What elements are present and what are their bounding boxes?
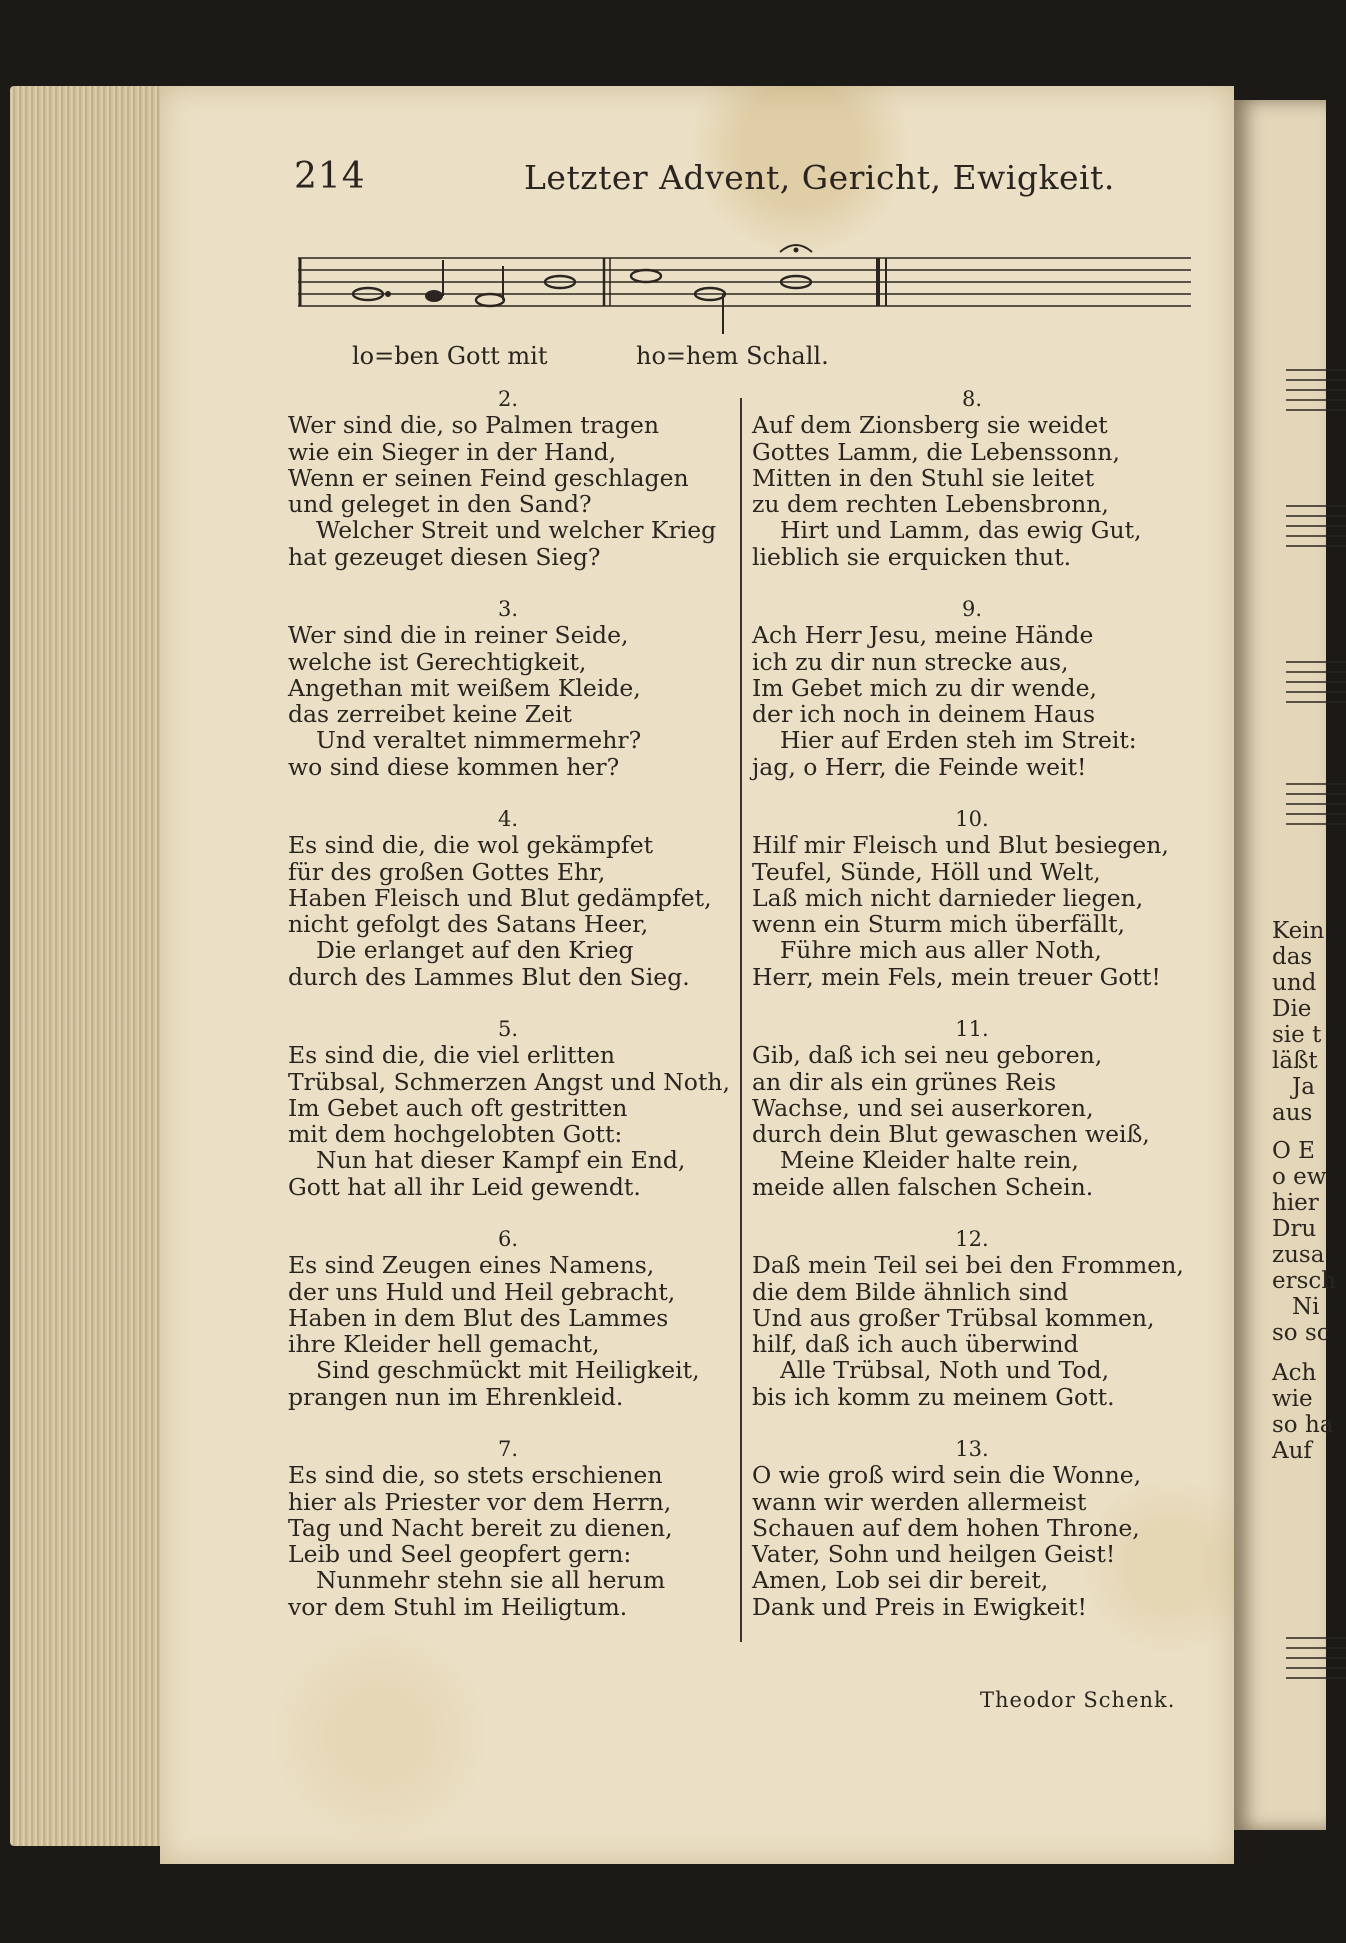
- verse-line: wenn ein Sturm mich überfällt,: [752, 910, 1125, 939]
- verse-line: der ich noch in deinem Haus: [752, 700, 1096, 729]
- verse-line: wann wir werden allermeist: [752, 1487, 1087, 1516]
- verse-line: Wenn er seinen Feind geschlagen: [288, 463, 689, 492]
- stanza-number: 3.: [497, 597, 519, 621]
- verse-line: hier als Priester vor dem Herrn,: [288, 1487, 672, 1516]
- next-page-fragment: so ha: [1272, 1412, 1334, 1438]
- verse-line: Auf dem Zionsberg sie weidet: [752, 411, 1108, 440]
- next-page-fragment: das: [1272, 944, 1313, 970]
- stanza-number: 5.: [497, 1017, 519, 1041]
- music-lyric: lo=ben Gott mit: [352, 342, 548, 370]
- verse-line: Es sind die, die viel erlitten: [288, 1041, 616, 1070]
- next-page-fragment: hier: [1272, 1190, 1319, 1216]
- stanza-6: [288, 1226, 728, 1410]
- verse-line: bis ich komm zu meinem Gott.: [752, 1382, 1115, 1411]
- verse-line: Wer sind die in reiner Seide,: [288, 621, 629, 650]
- verse-line: Im Gebet mich zu dir wende,: [752, 673, 1097, 702]
- stanza-4: [288, 806, 728, 990]
- stanza-number: 11.: [955, 1017, 989, 1041]
- next-page-fragment: aus: [1272, 1100, 1313, 1126]
- next-page-fragment: Ja: [1292, 1074, 1315, 1100]
- verse-line: Führe mich aus aller Noth,: [780, 936, 1102, 965]
- music-lyric: ho=hem Schall.: [636, 342, 829, 370]
- staff-fragment: [1286, 362, 1346, 418]
- verse-line: die dem Bilde ähnlich sind: [752, 1277, 1069, 1306]
- next-page-fragment: o ew: [1272, 1164, 1327, 1190]
- next-page-fragment: Ni: [1292, 1294, 1320, 1320]
- stanza-number: 7.: [497, 1437, 519, 1461]
- page-title: Letzter Advent, Gericht, Ewigkeit.: [524, 158, 1115, 197]
- verse-line: Welcher Streit und welcher Krieg: [316, 516, 717, 545]
- verse-line: Und veraltet nimmermehr?: [316, 726, 642, 755]
- verse-line: durch des Lammes Blut den Sieg.: [288, 962, 690, 991]
- verse-line: Wachse, und sei auserkoren,: [752, 1093, 1094, 1122]
- staff-fragment: [1286, 1630, 1346, 1686]
- verse-line: für des großen Gottes Ehr,: [288, 857, 606, 886]
- verse-line: Wer sind die, so Palmen tragen: [288, 411, 660, 440]
- verse-line: Tag und Nacht bereit zu dienen,: [288, 1513, 673, 1542]
- music-staff: [298, 236, 1191, 346]
- stanza-12: [752, 1226, 1192, 1410]
- next-page-fragment: ersch: [1272, 1268, 1337, 1294]
- verse-line: Daß mein Teil sei bei den Frommen,: [752, 1251, 1184, 1280]
- stanza-9: [752, 596, 1192, 780]
- verse-line: Haben in dem Blut des Lammes: [288, 1303, 669, 1332]
- next-page-fragment: wie: [1272, 1386, 1313, 1412]
- verse-line: zu dem rechten Lebensbronn,: [752, 490, 1109, 519]
- stanza-number: 10.: [955, 807, 989, 831]
- verse-line: ich zu dir nun strecke aus,: [752, 647, 1069, 676]
- verse-line: wie ein Sieger in der Hand,: [288, 437, 617, 466]
- verse-line: Im Gebet auch oft gestritten: [288, 1093, 628, 1122]
- verse-line: Herr, mein Fels, mein treuer Gott!: [752, 962, 1161, 991]
- verse-line: Alle Trübsal, Noth und Tod,: [780, 1356, 1110, 1385]
- verse-line: Es sind die, die wol gekämpfet: [288, 831, 654, 860]
- verse-line: Es sind Zeugen eines Namens,: [288, 1251, 655, 1280]
- next-page-fragment: zusa: [1272, 1242, 1325, 1268]
- stanza-number: 6.: [497, 1227, 519, 1251]
- stanza-8: [752, 386, 1192, 570]
- verse-line: Laß mich nicht darnieder liegen,: [752, 883, 1144, 912]
- verse-line: jag, o Herr, die Feinde weit!: [752, 752, 1087, 781]
- verse-line: Angethan mit weißem Kleide,: [288, 673, 641, 702]
- verse-line: Gottes Lamm, die Lebenssonn,: [752, 437, 1120, 466]
- stanza-number: 12.: [955, 1227, 989, 1251]
- verse-line: Hilf mir Fleisch und Blut besiegen,: [752, 831, 1169, 860]
- stanza-10: [752, 806, 1192, 990]
- stanza-3: [288, 596, 728, 780]
- verse-line: durch dein Blut gewaschen weiß,: [752, 1120, 1150, 1149]
- verse-line: welche ist Gerechtigkeit,: [288, 647, 587, 676]
- verse-line: Amen, Lob sei dir bereit,: [752, 1566, 1049, 1595]
- verse-line: nicht gefolgt des Satans Heer,: [288, 910, 649, 939]
- verse-line: Trübsal, Schmerzen Angst und Noth,: [288, 1067, 730, 1096]
- staff-fragment: [1286, 654, 1346, 710]
- column-divider: [740, 398, 742, 1642]
- verse-line: vor dem Stuhl im Heiligtum.: [288, 1592, 628, 1621]
- verse-line: Schauen auf dem hohen Throne,: [752, 1513, 1140, 1542]
- stanza-7: [288, 1436, 728, 1620]
- next-page-edge: [1234, 100, 1337, 1830]
- staff-fragment: [1286, 498, 1346, 554]
- next-page-fragment: und: [1272, 970, 1317, 996]
- verse-line: ihre Kleider hell gemacht,: [288, 1330, 600, 1359]
- stanza-number: 9.: [961, 597, 983, 621]
- verse-line: Hirt und Lamm, das ewig Gut,: [780, 516, 1142, 545]
- verse-line: Mitten in den Stuhl sie leitet: [752, 463, 1095, 492]
- verse-line: Gott hat all ihr Leid gewendt.: [288, 1172, 641, 1201]
- stanza-5: [288, 1016, 728, 1200]
- verse-line: Und aus großer Trübsal kommen,: [752, 1303, 1155, 1332]
- verse-line: Ach Herr Jesu, meine Hände: [752, 621, 1094, 650]
- verse-line: Gib, daß ich sei neu geboren,: [752, 1041, 1103, 1070]
- verse-line: Vater, Sohn und heilgen Geist!: [752, 1540, 1116, 1569]
- next-page-fragment: O E: [1272, 1138, 1315, 1164]
- next-page-fragment: Kein: [1272, 918, 1325, 944]
- page-number: 214: [294, 156, 366, 197]
- verse-line: Haben Fleisch und Blut gedämpfet,: [288, 883, 712, 912]
- staff-fragment: [1286, 776, 1346, 832]
- author-attribution: Theodor Schenk.: [980, 1688, 1176, 1712]
- next-page-fragment: sie t: [1272, 1022, 1322, 1048]
- page-edges: [10, 86, 160, 1846]
- verse-line: der uns Huld und Heil gebracht,: [288, 1277, 676, 1306]
- verse-line: Meine Kleider halte rein,: [780, 1146, 1079, 1175]
- verse-line: das zerreibet keine Zeit: [288, 700, 572, 729]
- verse-line: wo sind diese kommen her?: [288, 752, 620, 781]
- verse-line: Nun hat dieser Kampf ein End,: [316, 1146, 686, 1175]
- verse-line: Hier auf Erden steh im Streit:: [780, 726, 1137, 755]
- verse-line: O wie groß wird sein die Wonne,: [752, 1461, 1142, 1490]
- verse-line: Dank und Preis in Ewigkeit!: [752, 1592, 1087, 1621]
- verse-line: Teufel, Sünde, Höll und Welt,: [752, 857, 1101, 886]
- stanza-number: 13.: [955, 1437, 989, 1461]
- stanza-13: [752, 1436, 1192, 1620]
- next-page-fragment: Die: [1272, 996, 1312, 1022]
- verse-line: Leib und Seel geopfert gern:: [288, 1540, 632, 1569]
- next-page-fragment: Ach: [1272, 1360, 1317, 1386]
- verse-line: Nunmehr stehn sie all herum: [316, 1566, 666, 1595]
- verse-line: an dir als ein grünes Reis: [752, 1067, 1057, 1096]
- stanza-number: 8.: [961, 387, 983, 411]
- verse-line: prangen nun im Ehrenkleid.: [288, 1382, 624, 1411]
- next-page-fragment: Dru: [1272, 1216, 1317, 1242]
- next-page-fragment: Auf: [1272, 1438, 1312, 1464]
- stanza-2: [288, 386, 728, 570]
- verse-line: hilf, daß ich auch überwind: [752, 1330, 1079, 1359]
- verse-line: Sind geschmückt mit Heiligkeit,: [316, 1356, 700, 1385]
- verse-line: hat gezeuget diesen Sieg?: [288, 542, 601, 571]
- verse-line: lieblich sie erquicken thut.: [752, 542, 1072, 571]
- next-page-fragment: läßt: [1272, 1048, 1318, 1074]
- verse-line: meide allen falschen Schein.: [752, 1172, 1094, 1201]
- verse-line: Die erlanget auf den Krieg: [316, 936, 634, 965]
- stanza-number: 2.: [497, 387, 519, 411]
- stanza-number: 4.: [497, 807, 519, 831]
- next-page-fragment: so sc: [1272, 1320, 1330, 1346]
- verse-line: Es sind die, so stets erschienen: [288, 1461, 663, 1490]
- verse-line: mit dem hochgelobten Gott:: [288, 1120, 623, 1149]
- stanza-11: [752, 1016, 1192, 1200]
- verse-line: und geleget in den Sand?: [288, 490, 592, 519]
